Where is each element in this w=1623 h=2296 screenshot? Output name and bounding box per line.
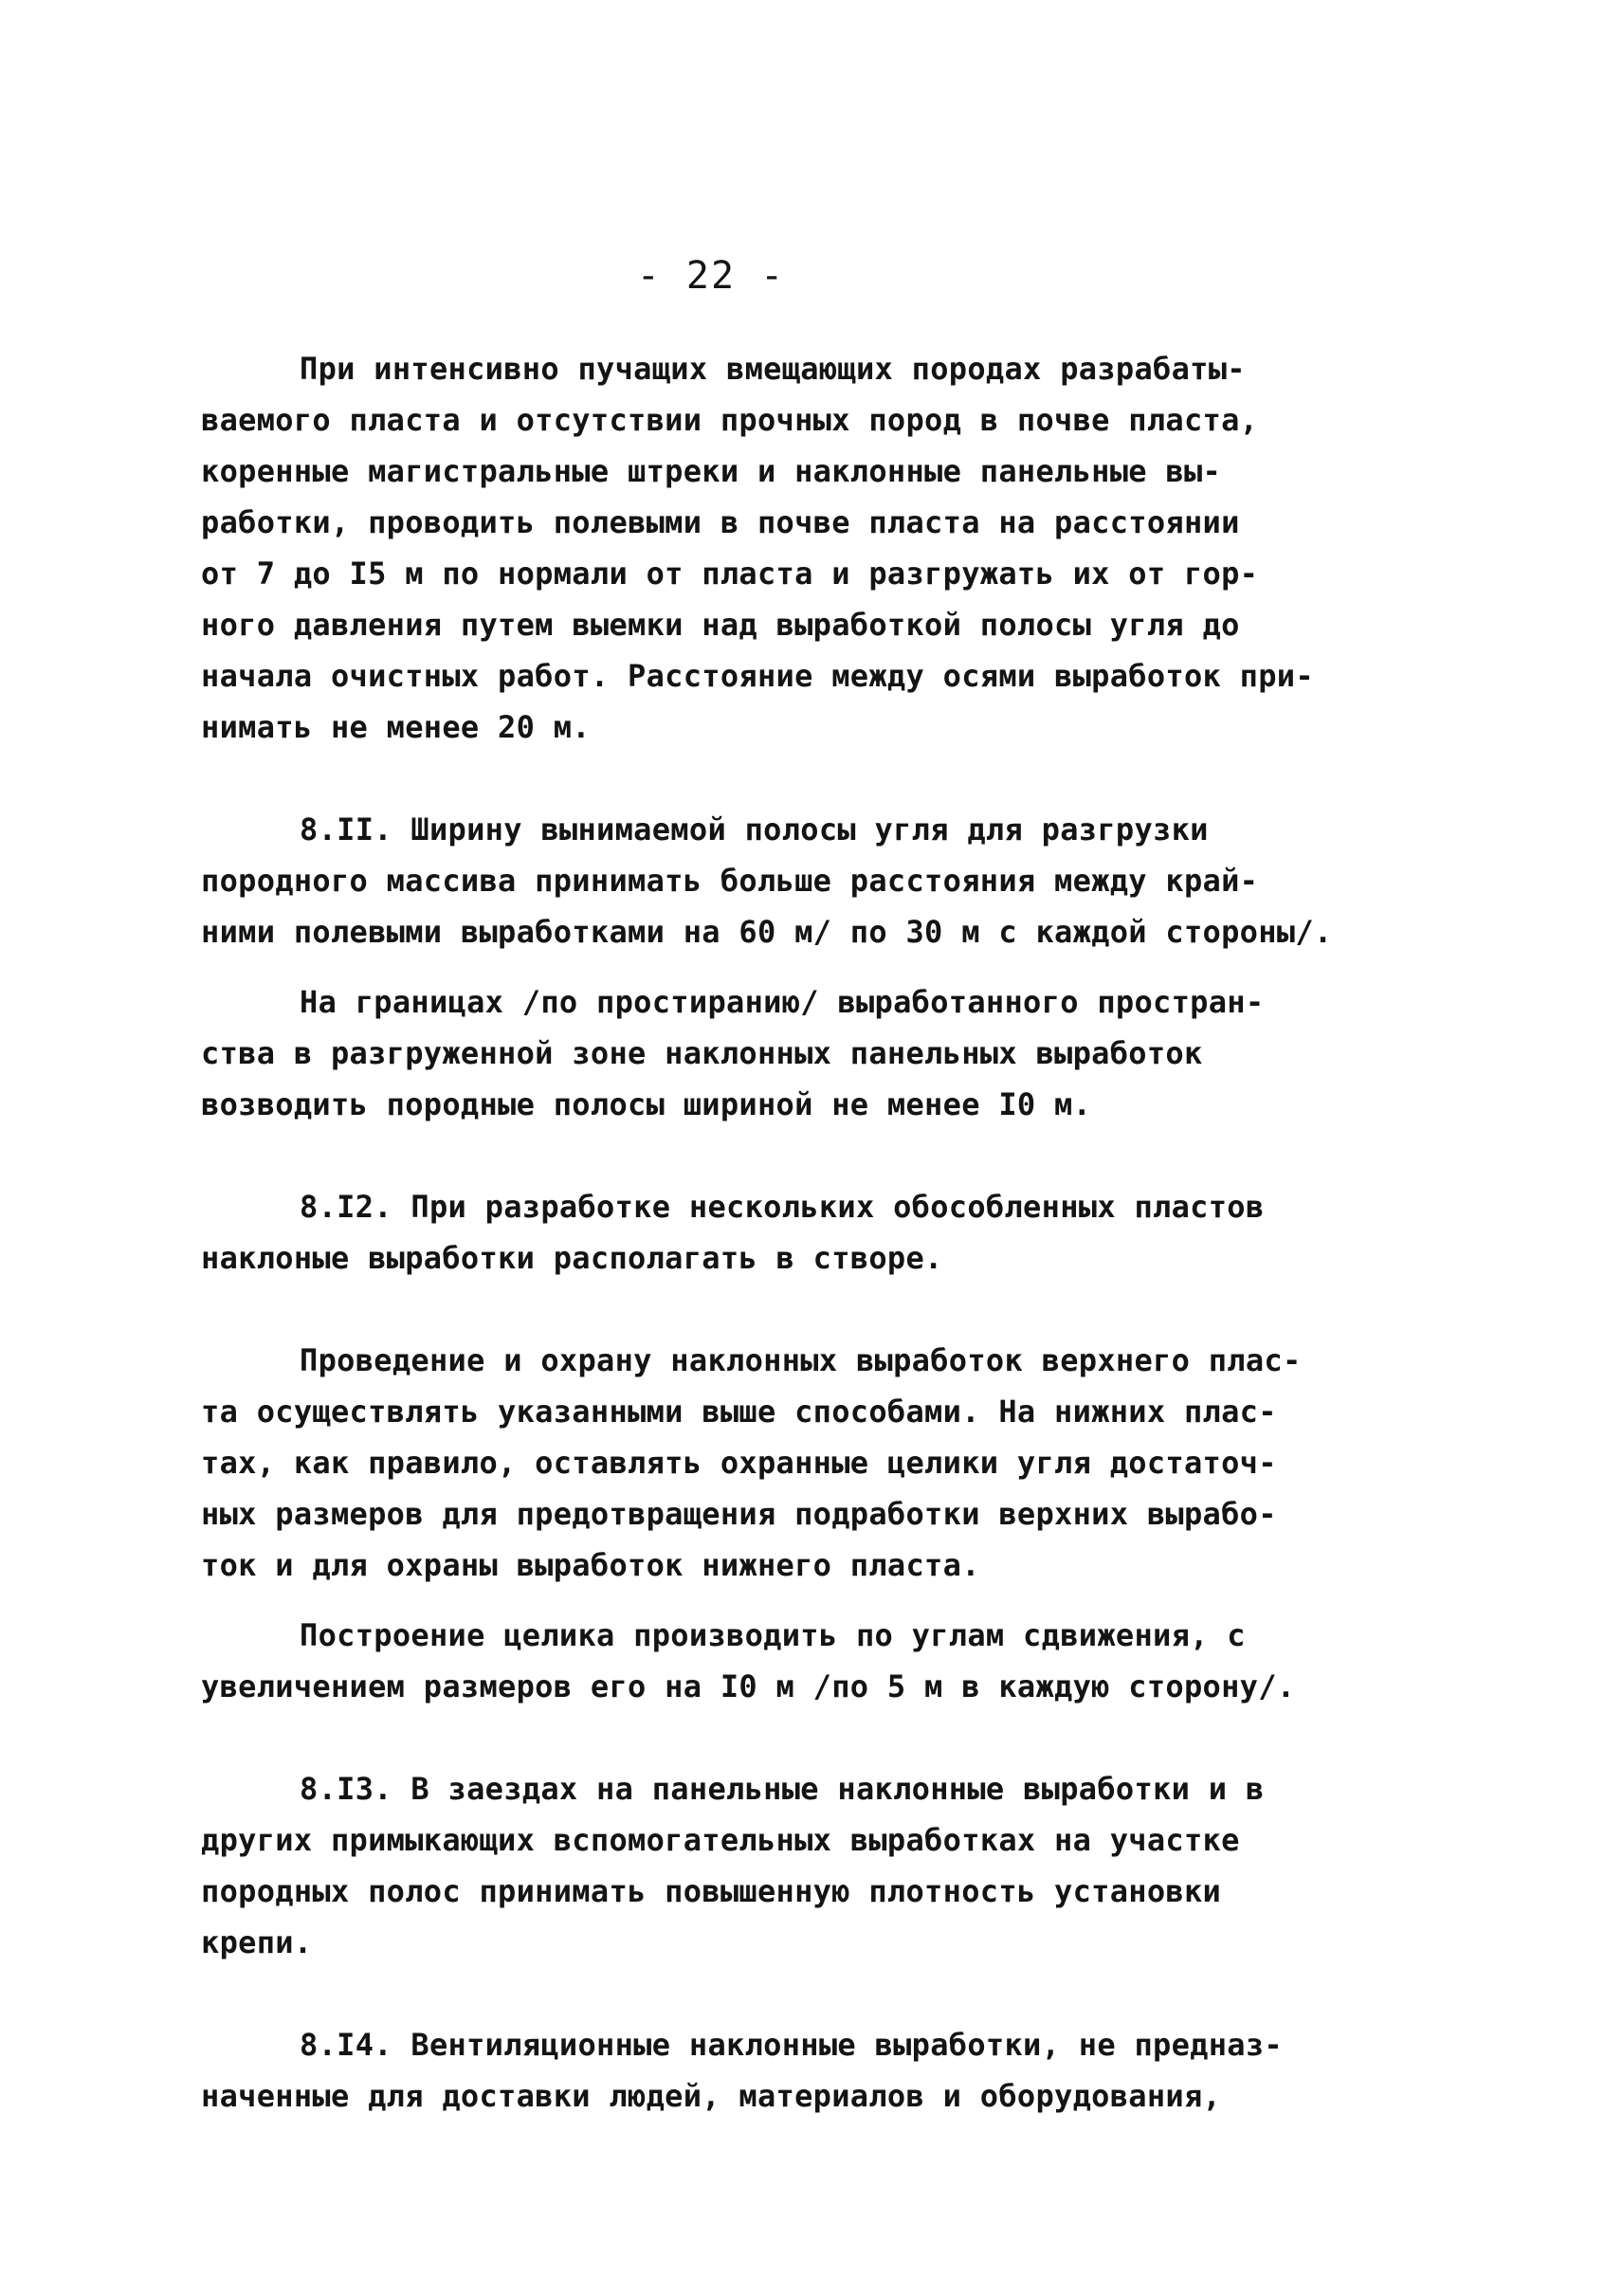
text-line: ных размеров для предотвращения подработки верхних вырабо- [201, 1496, 1277, 1532]
text-line: ного давления путем выемки над выработкой полосы угля до [201, 607, 1240, 643]
text-line: наченные для доставки людей, материалов и оборудования, [201, 2078, 1222, 2114]
text-line: та осуществлять указанными выше способами. На нижних плас- [201, 1394, 1277, 1430]
text-line: коренные магистральные штреки и наклонные панельные вы- [201, 453, 1222, 489]
text-line: работки, проводить полевыми в почве пласта на расстоянии [201, 504, 1240, 540]
paragraph-8-12 [201, 1181, 1433, 1284]
text-line: тах, как правило, оставлять охранные целики угля достаточ- [201, 1445, 1277, 1481]
text-line: других примыкающих вспомогательных выработках на участке [201, 1822, 1240, 1858]
text-line: При интенсивно пучащих вмещающих породах разрабаты- [300, 351, 1246, 387]
paragraph [201, 343, 1433, 753]
text-line: возводить породные полосы шириной не менее I0 м. [201, 1086, 1092, 1122]
page-number: - 22 - [636, 254, 786, 298]
text-line: 8.I4. Вентиляционные наклонные выработки, не предназ- [300, 2027, 1283, 2063]
text-line: 8.II. Ширину вынимаемой полосы угля для разгрузки [300, 811, 1209, 847]
text-line: нимать не менее 20 м. [201, 709, 591, 745]
text-line: Построение целика производить по углам сдвижения, с [300, 1617, 1246, 1653]
paragraph [201, 1610, 1433, 1712]
text-line: наклоные выработки располагать в створе. [201, 1240, 943, 1276]
text-line: ток и для охраны выработок нижнего пласта. [201, 1547, 980, 1583]
paragraph-8-11 [201, 804, 1433, 957]
text-line: ваемого пласта и отсутствии прочных пород в почве пласта, [201, 402, 1259, 438]
paragraph-8-13 [201, 1763, 1433, 1968]
paragraph [201, 976, 1433, 1130]
text-line: породных полос принимать повышенную плотность установки [201, 1873, 1222, 1909]
text-line: породного массива принимать больше расстояния между край- [201, 863, 1259, 899]
text-line: Проведение и охрану наклонных выработок верхнего плас- [300, 1342, 1302, 1378]
text-line: увеличением размеров его на I0 м /по 5 м в каждую сторону/. [201, 1668, 1296, 1704]
paragraph-8-14 [201, 2019, 1433, 2122]
text-line: На границах /по простиранию/ выработанного простран- [300, 984, 1265, 1020]
text-line: ства в разгруженной зоне наклонных панельных выработок [201, 1035, 1203, 1071]
body-text [201, 343, 1433, 2122]
text-line: ними полевыми выработками на 60 м/ по 30 м с каждой стороны/. [201, 914, 1333, 950]
paragraph [201, 1335, 1433, 1591]
text-line: крепи. [201, 1924, 313, 1960]
text-line: 8.I3. В заездах на панельные наклонные выработки и в [300, 1771, 1265, 1807]
text-line: 8.I2. При разработке нескольких обособленных пластов [300, 1189, 1265, 1225]
text-line: от 7 до I5 м по нормали от пласта и разгружать их от гор- [201, 556, 1259, 592]
text-line: начала очистных работ. Расстояние между осями выработок при- [201, 658, 1314, 694]
